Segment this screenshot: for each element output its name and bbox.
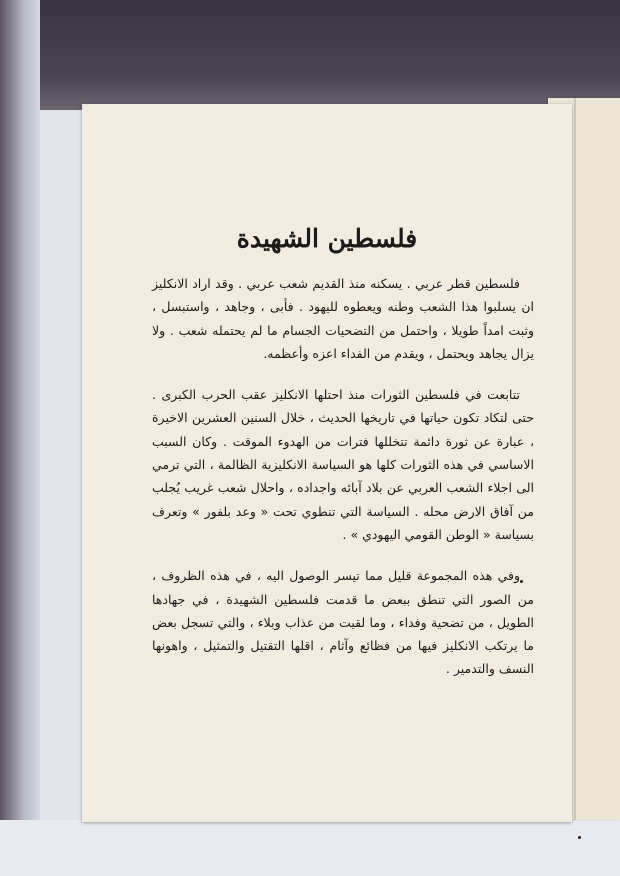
paper-speck (520, 580, 523, 583)
paper-speck (578, 836, 581, 839)
paragraph-3: وفي هذه المجموعة قليل مما تيسر الوصول اليه ، في هذه الظروف ، من الصور التي تنطق ببعض ما قدمت فلسطين الشهيدة ، في جهادها الطويل ، من تضحية وفداء ، وما لقيت من عذاب وبلاء ، والتي تسجل بعض ما يرتكب الانكليز فيها من فظائع وآثام ، اقلها التقتيل والتمثيل ، واهونها النسف والتدمير . (152, 568, 534, 677)
document-page (82, 104, 572, 822)
paragraph-2: تتابعت في فلسطين الثورات منذ احتلها الانكليز عقب الحرب الكبرى . حتى لتكاد تكون حياتها في تاريخها الحديث ، خلال السنين العشرين الاخيرة ، عبارة عن ثورة دائمة تتخللها فترات من الهدوء الموقت . وكان السبب الاساسي في هذه الثورات كلها هو السياسة الانكليزية الظالمة ، التي ترمي الى اجلاء الشعب العربي عن بلاد آبائه واجداده ، واحلال شعب غريب يُجلب من آفاق الارض محله . السياسة التي تنطوي تحت « وعد بلفور » وتعرف بسياسة « الوطن القومي اليهودي » . (152, 387, 534, 542)
background-bottom (0, 820, 620, 876)
page-title: فلسطين الشهيدة (236, 224, 418, 253)
body-text (152, 272, 534, 681)
background-top (0, 0, 620, 110)
background-left-edge (0, 0, 40, 876)
paragraph-1: فلسطين قطر عربي . يسكنه منذ القديم شعب عربي . وقد اراد الانكليز ان يسلبوا هذا الشعب وطنه ويعطوه لليهود . فأبى ، وجاهد ، واستبسل ، وثبت امداً طويلا ، واحتمل من التضحيات الجسام ما لم يحتمله شعب . ولا يزال يجاهد ويحتمل ، ويقدم من الفداء اعزه وأعظمه. (152, 276, 534, 361)
page-fold-shadow (574, 98, 576, 820)
